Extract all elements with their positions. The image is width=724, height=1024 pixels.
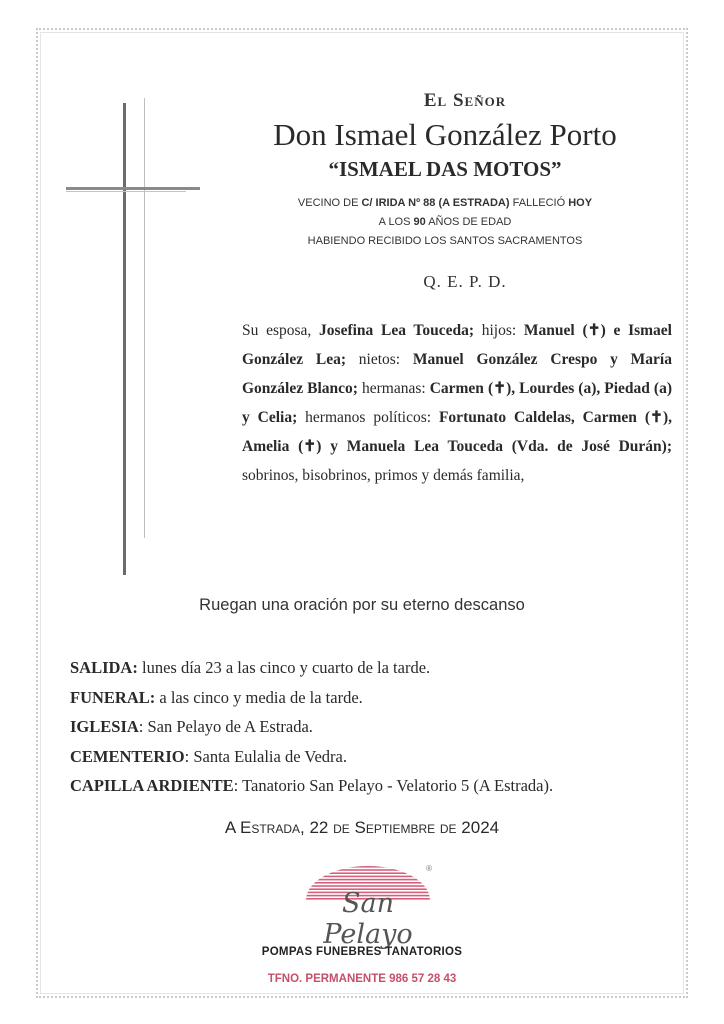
family-paragraph: Su esposa, Josefina Lea Touceda; hijos: Manuel (✝) e Ismael González Lea; nietos: Manuel González Crespo y María González Blanco; hermanas: Carmen (✝), Lourdes (a), Piedad (a) y Celia; hermanos políticos: Fortunato Caldelas, Carmen (✝), Amelia (✝) y Manuela Lea Touceda (Vda. de José Durán); sobrinos, bisobrinos, primos y demás familia, <box>242 322 673 484</box>
registered-mark: ® <box>426 864 432 873</box>
detail-capilla: CAPILLA ARDIENTE: Tanatorio San Pelayo - Velatorio 5 (A Estrada). <box>70 776 554 795</box>
qepd: Q. E. P. D. <box>423 272 507 291</box>
sunset-stripe <box>298 866 438 868</box>
deceased-alias: “ISMAEL DAS MOTOS” <box>328 157 562 181</box>
service-details <box>70 653 690 801</box>
place-date: A Estrada, 22 de Septiembre de 2024 <box>224 818 500 837</box>
company-logo <box>298 860 438 950</box>
sunset-stripe <box>298 885 438 887</box>
prayer-line: Ruegan una oración por su eterno descanso <box>199 596 525 614</box>
cross-vertical-bar <box>123 103 126 575</box>
detail-iglesia: IGLESIA: San Pelayo de A Estrada. <box>70 717 313 736</box>
deceased-name: Don Ismael González Porto <box>273 117 617 152</box>
residence-line: VECINO DE C/ IRIDA Nº 88 (A ESTRADA) FALLECIÓ HOY <box>297 197 593 209</box>
cross-horizontal-bar <box>66 187 200 190</box>
detail-salida: SALIDA: lunes día 23 a las cinco y cuarto de la tarde. <box>70 658 431 677</box>
sunset-stripe <box>298 869 438 871</box>
sacraments-line: HABIENDO RECIBIDO LOS SANTOS SACRAMENTOS <box>307 235 583 247</box>
logo-text: San Pelayo <box>323 888 413 950</box>
sunset-stripe <box>298 879 438 881</box>
cross-vertical-line <box>144 98 145 538</box>
age-line: A LOS 90 AÑOS DE EDAD <box>378 216 512 228</box>
company-tagline: POMPAS FUNEBRES TANATORIOS <box>261 946 463 958</box>
phone-number: TFNO. PERMANENTE 986 57 28 43 <box>267 973 457 985</box>
sunset-stripe <box>298 872 438 874</box>
cross-horizontal-line <box>66 191 186 192</box>
sunset-stripe <box>298 876 438 878</box>
detail-cementerio: CEMENTERIO: Santa Eulalia de Vedra. <box>70 746 347 766</box>
sunset-stripe <box>298 882 438 884</box>
title-prefix: El Señor <box>423 90 507 111</box>
detail-funeral: FUNERAL: a las cinco y media de la tarde. <box>70 687 363 707</box>
